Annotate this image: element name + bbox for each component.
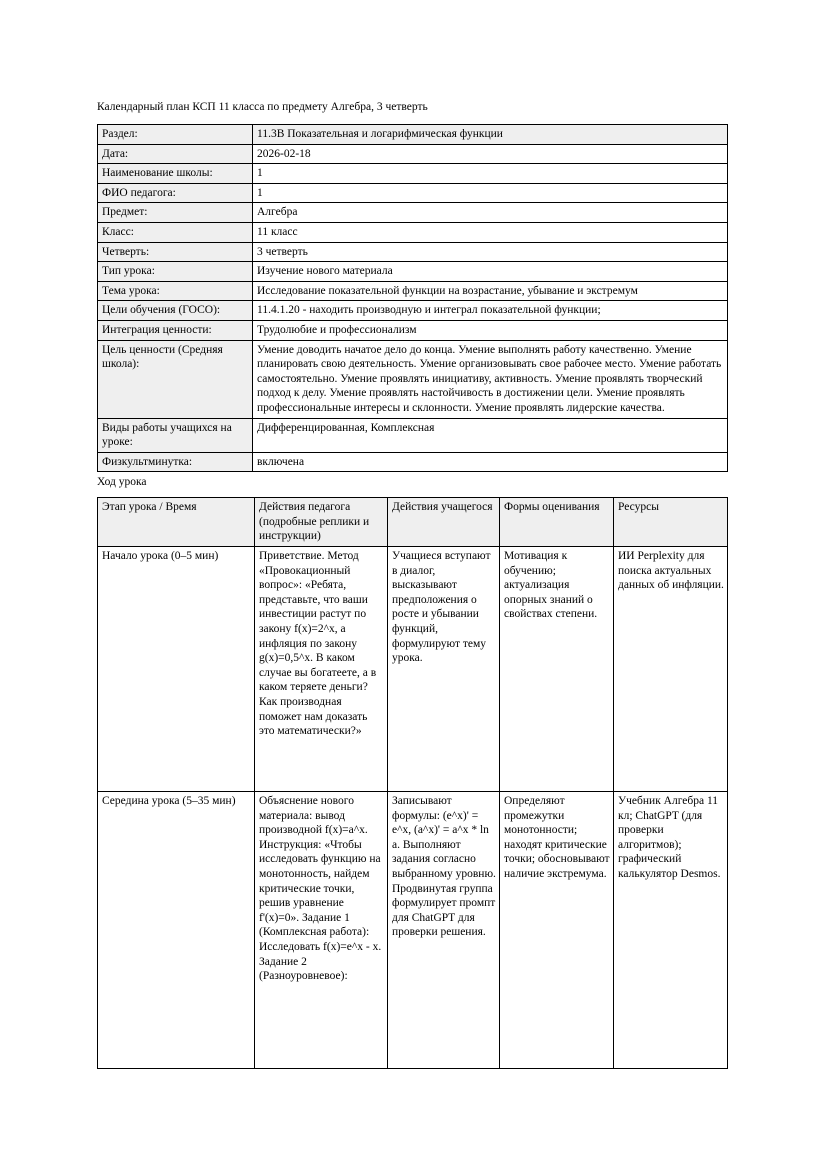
info-label-cell: Класс:	[98, 222, 253, 242]
resources-cell: ИИ Perplexity для поиска актуальных данных об инфляции.	[614, 547, 728, 792]
info-label-cell: Виды работы учащихся на уроке:	[98, 418, 253, 452]
table-row	[98, 144, 728, 164]
info-label-cell: Предмет:	[98, 203, 253, 223]
table-row	[98, 452, 728, 472]
info-value-cell: 3 четверть	[253, 242, 728, 262]
table-row	[98, 164, 728, 184]
table-row	[98, 320, 728, 340]
info-label-cell: Раздел:	[98, 125, 253, 145]
info-label-cell: Цели обучения (ГОСО):	[98, 301, 253, 321]
table-row	[98, 222, 728, 242]
document-content	[97, 100, 727, 1069]
table-row	[98, 792, 728, 1069]
student-actions-cell: Учащиеся вступают в диалог, высказывают предположения о росте и убывании функций, формулируют тему урока.	[388, 547, 500, 792]
resources-cell: Учебник Алгебра 11 кл; ChatGPT (для проверки алгоритмов); графический калькулятор Desmos.	[614, 792, 728, 1069]
stage-cell: Начало урока (0–5 мин)	[98, 547, 255, 792]
teacher-actions-cell: Объяснение нового материала: вывод производной f(x)=a^x. Инструкция: «Чтобы исследовать функцию на монотонность, найдем критические точки, решив уравнение f'(x)=0». Задание 1 (Комплексная работа): Исследовать f(x)=e^x - x. Задание 2 (Разноуровневое):	[255, 792, 388, 1069]
table-row	[98, 203, 728, 223]
info-label-cell: Интеграция ценности:	[98, 320, 253, 340]
info-value-cell: 1	[253, 164, 728, 184]
info-value-cell: 2026-02-18	[253, 144, 728, 164]
stage-cell: Середина урока (5–35 мин)	[98, 792, 255, 1069]
table-header-row	[98, 498, 728, 547]
info-value-cell: 11.3В Показательная и логарифмическая функции	[253, 125, 728, 145]
column-header: Действия учащегося	[388, 498, 500, 547]
column-header: Ресурсы	[614, 498, 728, 547]
assessment-forms-cell: Мотивация к обучению; актуализация опорных знаний о свойствах степени.	[500, 547, 614, 792]
table-row	[98, 340, 728, 418]
info-label-cell: Цель ценности (Средняя школа):	[98, 340, 253, 418]
teacher-actions-cell: Приветствие. Метод «Провокационный вопрос»: «Ребята, представьте, что ваши инвестиции растут по закону f(x)=2^x, а инфляция по закону g(x)=0,5^x. В каком случае вы богатеете, а в каком теряете деньги? Как производная поможет нам доказать это математически?»	[255, 547, 388, 792]
lesson-flow-head	[98, 498, 728, 547]
info-value-cell: Изучение нового материала	[253, 262, 728, 282]
info-value-cell: Трудолюбие и профессионализм	[253, 320, 728, 340]
info-label-cell: Тип урока:	[98, 262, 253, 282]
column-header: Действия педагога (подробные реплики и инструкции)	[255, 498, 388, 547]
table-row	[98, 418, 728, 452]
lesson-flow-body	[98, 547, 728, 1069]
info-value-cell: Умение доводить начатое дело до конца. Умение выполнять работу качественно. Умение планировать свою деятельность. Умение организовывать свое рабочее место. Умение работать самостоятельно. Умение проявлять инициативу, активность. Умение проявлять творческий подход к делу. Умение проявлять настойчивость в достижении цели. Умение проявлять профессиональные интересы и склонности. Умение проявлять лидерские качества.	[253, 340, 728, 418]
info-label-cell: Тема урока:	[98, 281, 253, 301]
info-value-cell: 1	[253, 183, 728, 203]
info-value-cell: Алгебра	[253, 203, 728, 223]
lesson-flow-table	[97, 497, 728, 1069]
table-row	[98, 125, 728, 145]
table-row	[98, 183, 728, 203]
info-value-cell: 11 класс	[253, 222, 728, 242]
info-label-cell: Дата:	[98, 144, 253, 164]
info-label-cell: Физкультминутка:	[98, 452, 253, 472]
lesson-flow-label: Ход урока	[97, 476, 147, 489]
info-value-cell: Дифференцированная, Комплексная	[253, 418, 728, 452]
table-row	[98, 547, 728, 792]
info-value-cell: Исследование показательной функции на возрастание, убывание и экстремум	[253, 281, 728, 301]
info-label-cell: Четверть:	[98, 242, 253, 262]
table-row	[98, 301, 728, 321]
column-header: Формы оценивания	[500, 498, 614, 547]
column-header: Этап урока / Время	[98, 498, 255, 547]
info-label-cell: ФИО педагога:	[98, 183, 253, 203]
table-row	[98, 262, 728, 282]
table-row	[98, 281, 728, 301]
info-value-cell: 11.4.1.20 - находить производную и интеграл показательной функции;	[253, 301, 728, 321]
table-row	[98, 242, 728, 262]
lesson-info-table	[97, 124, 728, 472]
lesson-info-body	[98, 125, 728, 472]
info-label-cell: Наименование школы:	[98, 164, 253, 184]
page-title: Календарный план КСП 11 класса по предмету Алгебра, 3 четверть	[97, 101, 428, 113]
student-actions-cell: Записывают формулы: (e^x)' = e^x, (a^x)' = a^x * ln a. Выполняют задания согласно выбранному уровню. Продвинутая группа формулирует промпт для ChatGPT для проверки решения.	[388, 792, 500, 1069]
assessment-forms-cell: Определяют промежутки монотонности; находят критические точки; обосновывают наличие экстремума.	[500, 792, 614, 1069]
info-value-cell: включена	[253, 452, 728, 472]
